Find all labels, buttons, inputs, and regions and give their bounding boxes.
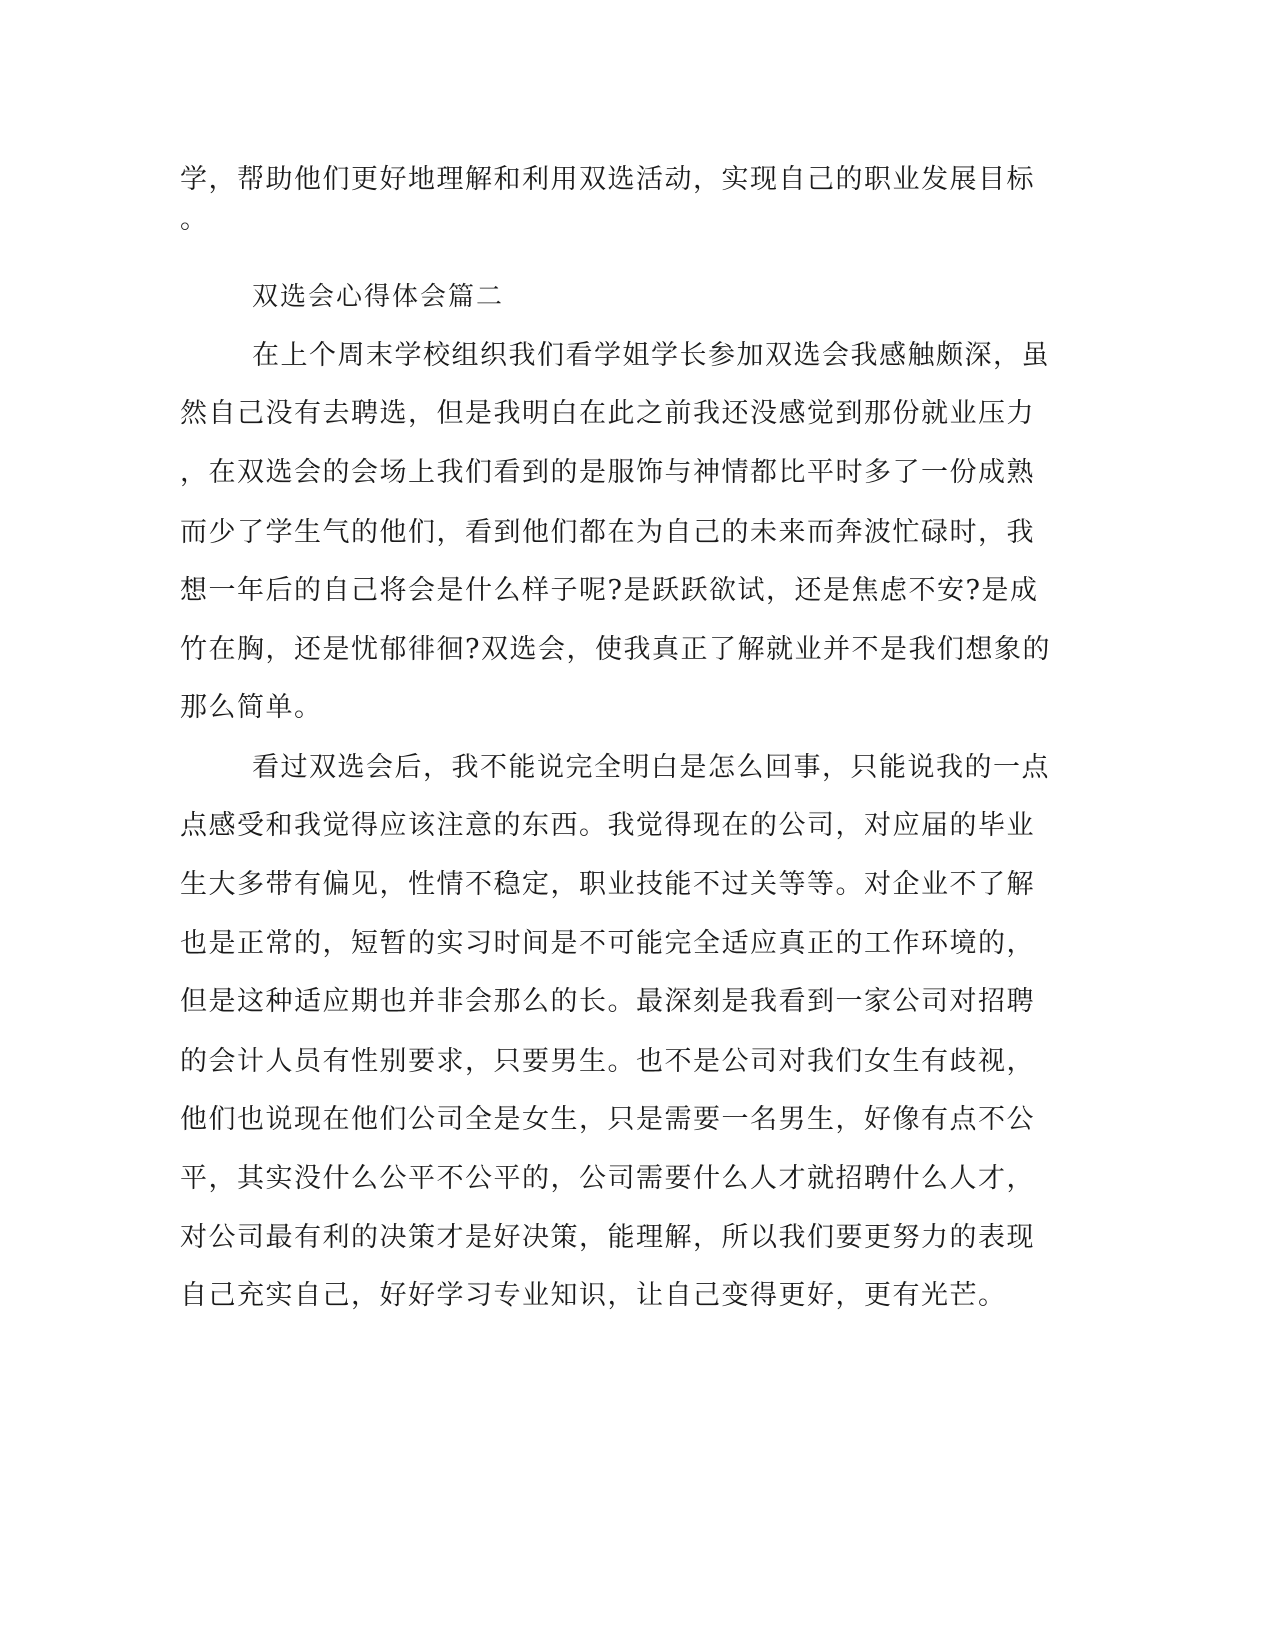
text-line: 生大多带有偏见，性情不稳定，职业技能不过关等等。对企业不了解 <box>180 869 1035 900</box>
text-line: 但是这种适应期也并非会那么的长。最深刻是我看到一家公司对招聘 <box>180 986 1035 1017</box>
text-line: 对公司最有利的决策才是好决策，能理解，所以我们要更努力的表现 <box>180 1222 1035 1253</box>
text-line: 学，帮助他们更好地理解和利用双选活动，实现自己的职业发展目标 <box>180 164 1035 195</box>
text-line: 自己充实自己，好好学习专业知识，让自己变得更好，更有光芒。 <box>180 1280 1007 1311</box>
text-line: 然自己没有去聘选，但是我明白在此之前我还没感觉到那份就业压力 <box>180 398 1035 429</box>
text-line: 那么简单。 <box>180 692 323 723</box>
text-line: 他们也说现在他们公司全是女生，只是需要一名男生，好像有点不公 <box>180 1104 1035 1135</box>
text-line: 而少了学生气的他们，看到他们都在为自己的未来而奔波忙碌时，我 <box>180 517 1035 548</box>
text-line: 看过双选会后，我不能说完全明白是怎么回事，只能说我的一点 <box>252 752 1050 783</box>
text-line: 也是正常的，短暂的实习时间是不可能完全适应真正的工作环境的， <box>180 928 1035 959</box>
text-line: 竹在胸，还是忧郁徘徊?双选会，使我真正了解就业并不是我们想象的 <box>180 634 1051 665</box>
text-line: ，在双选会的会场上我们看到的是服饰与神情都比平时多了一份成熟 <box>180 457 1035 488</box>
text-line: 平，其实没什么公平不公平的，公司需要什么人才就招聘什么人才， <box>180 1163 1035 1194</box>
text-line: 。 <box>180 204 209 235</box>
section-heading: 双选会心得体会篇二 <box>252 282 505 312</box>
text-line: 在上个周末学校组织我们看学姐学长参加双选会我感触颇深，虽 <box>252 340 1050 371</box>
text-line: 的会计人员有性别要求，只要男生。也不是公司对我们女生有歧视， <box>180 1046 1035 1077</box>
text-line: 点感受和我觉得应该注意的东西。我觉得现在的公司，对应届的毕业 <box>180 810 1035 841</box>
text-line: 想一年后的自己将会是什么样子呢?是跃跃欲试，还是焦虑不安?是成 <box>180 575 1039 606</box>
